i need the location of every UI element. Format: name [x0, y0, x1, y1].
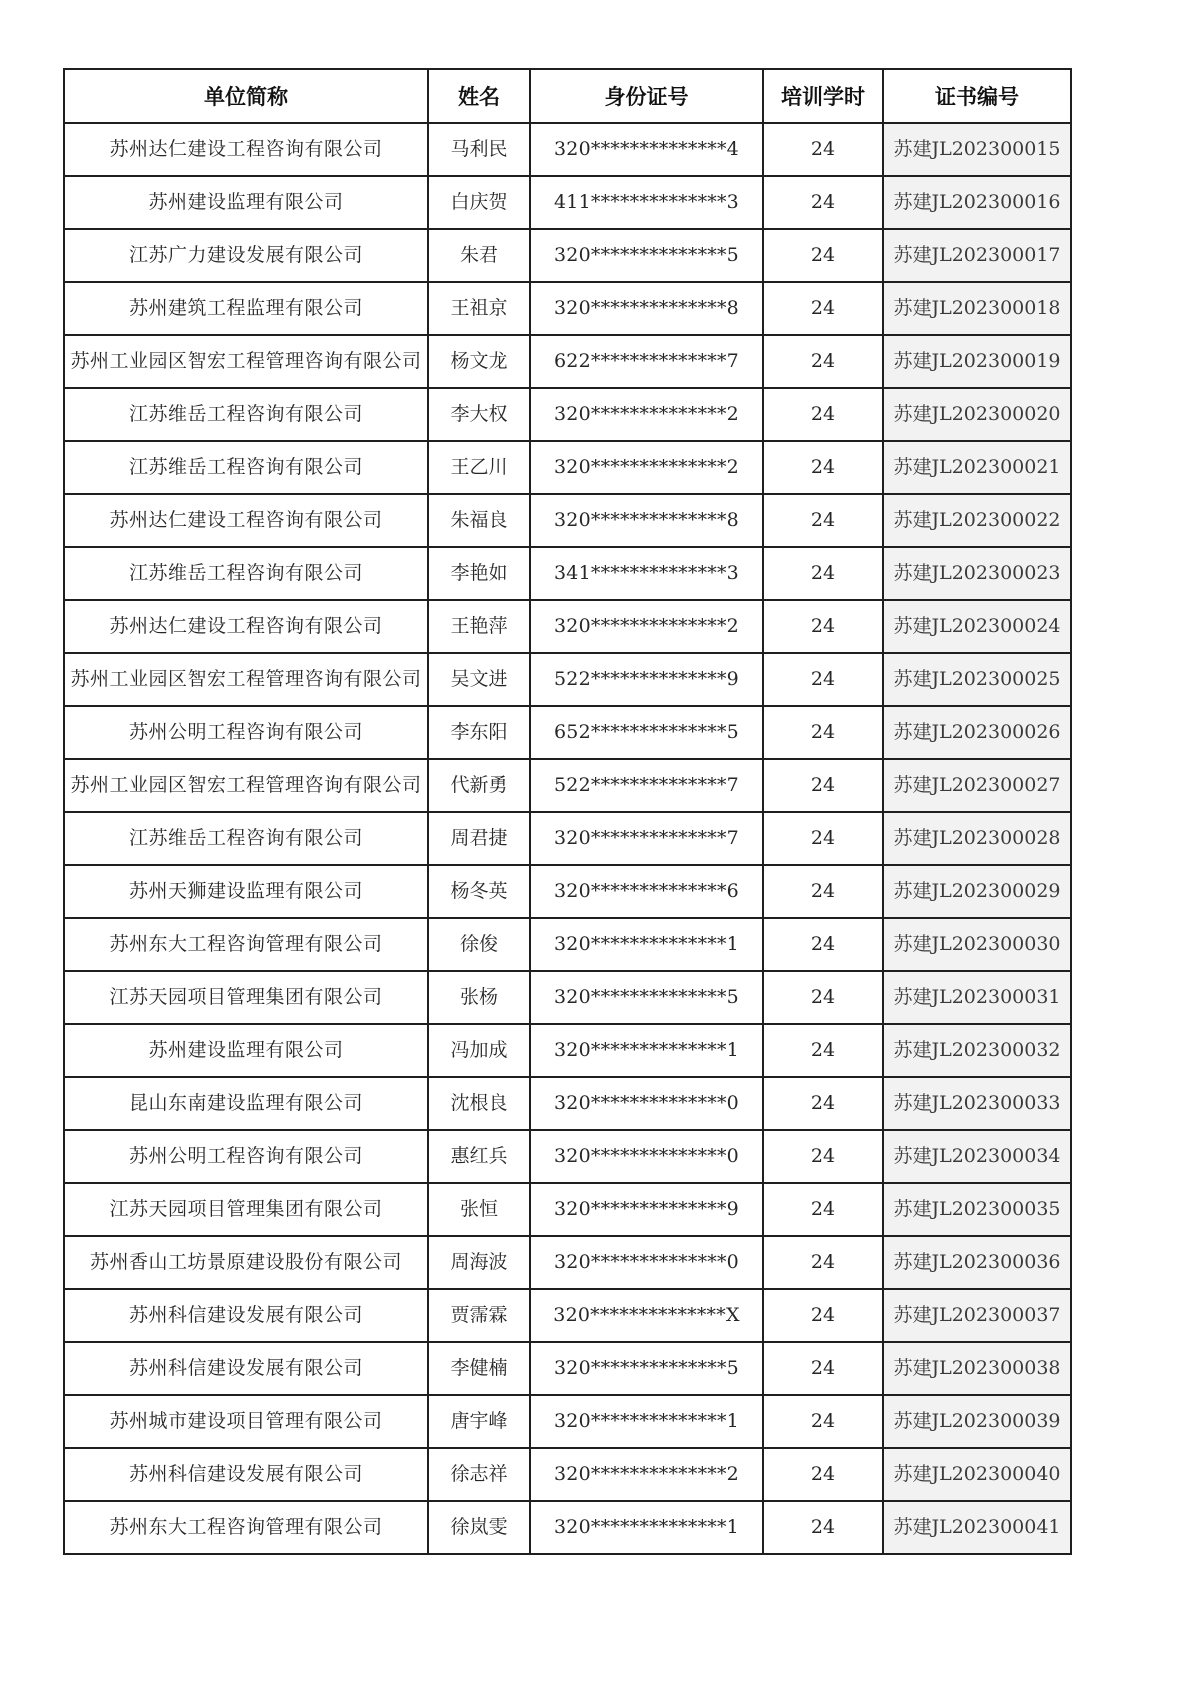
- cell-name: 李艳如: [428, 547, 530, 600]
- cell-name: 李健楠: [428, 1342, 530, 1395]
- cell-training-hours: 24: [763, 1183, 883, 1236]
- cell-name: 杨文龙: [428, 335, 530, 388]
- cell-id-number: 320**************8: [530, 494, 763, 547]
- cell-id-number: 320**************0: [530, 1236, 763, 1289]
- cell-training-hours: 24: [763, 123, 883, 176]
- header-row: [64, 69, 1071, 123]
- cell-unit: 苏州科信建设发展有限公司: [64, 1342, 428, 1395]
- cell-id-number: 320**************1: [530, 918, 763, 971]
- cell-name: 周海波: [428, 1236, 530, 1289]
- cell-id-number: 320**************2: [530, 441, 763, 494]
- cell-certificate-number: 苏建JL202300037: [883, 1289, 1071, 1342]
- table-row: [64, 547, 1071, 600]
- cell-certificate-number: 苏建JL202300030: [883, 918, 1071, 971]
- cell-name: 王乙川: [428, 441, 530, 494]
- cell-unit: 苏州达仁建设工程咨询有限公司: [64, 600, 428, 653]
- cell-certificate-number: 苏建JL202300036: [883, 1236, 1071, 1289]
- cell-id-number: 320**************5: [530, 1342, 763, 1395]
- cell-training-hours: 24: [763, 1236, 883, 1289]
- table-row: [64, 812, 1071, 865]
- cell-training-hours: 24: [763, 1024, 883, 1077]
- cell-id-number: 320**************1: [530, 1395, 763, 1448]
- cell-unit: 苏州东大工程咨询管理有限公司: [64, 918, 428, 971]
- cell-certificate-number: 苏建JL202300019: [883, 335, 1071, 388]
- cell-name: 马利民: [428, 123, 530, 176]
- table-row: [64, 653, 1071, 706]
- cell-unit: 苏州天狮建设监理有限公司: [64, 865, 428, 918]
- cell-name: 沈根良: [428, 1077, 530, 1130]
- cell-unit: 苏州科信建设发展有限公司: [64, 1289, 428, 1342]
- table-row: [64, 918, 1071, 971]
- cell-certificate-number: 苏建JL202300029: [883, 865, 1071, 918]
- cell-training-hours: 24: [763, 547, 883, 600]
- header-training-hours: 培训学时: [763, 69, 883, 123]
- table-row: [64, 1024, 1071, 1077]
- table-row: [64, 971, 1071, 1024]
- cell-unit: 江苏天园项目管理集团有限公司: [64, 971, 428, 1024]
- cell-id-number: 320**************5: [530, 229, 763, 282]
- cell-id-number: 652**************5: [530, 706, 763, 759]
- header-unit: 单位简称: [64, 69, 428, 123]
- table-row: [64, 865, 1071, 918]
- cell-certificate-number: 苏建JL202300041: [883, 1501, 1071, 1554]
- cell-certificate-number: 苏建JL202300032: [883, 1024, 1071, 1077]
- cell-certificate-number: 苏建JL202300027: [883, 759, 1071, 812]
- cell-training-hours: 24: [763, 706, 883, 759]
- cell-certificate-number: 苏建JL202300040: [883, 1448, 1071, 1501]
- cell-unit: 苏州建设监理有限公司: [64, 176, 428, 229]
- cell-id-number: 522**************7: [530, 759, 763, 812]
- cell-unit: 苏州建设监理有限公司: [64, 1024, 428, 1077]
- cell-name: 李东阳: [428, 706, 530, 759]
- cell-unit: 苏州工业园区智宏工程管理咨询有限公司: [64, 335, 428, 388]
- table-row: [64, 1395, 1071, 1448]
- cell-certificate-number: 苏建JL202300017: [883, 229, 1071, 282]
- cell-name: 张杨: [428, 971, 530, 1024]
- table-row: [64, 1077, 1071, 1130]
- cell-id-number: 341**************3: [530, 547, 763, 600]
- cell-name: 李大权: [428, 388, 530, 441]
- cell-name: 惠红兵: [428, 1130, 530, 1183]
- cell-unit: 江苏天园项目管理集团有限公司: [64, 1183, 428, 1236]
- header-certificate-number: 证书编号: [883, 69, 1071, 123]
- table-row: [64, 229, 1071, 282]
- cell-name: 唐宇峰: [428, 1395, 530, 1448]
- cell-training-hours: 24: [763, 971, 883, 1024]
- table-row: [64, 1130, 1071, 1183]
- cell-certificate-number: 苏建JL202300021: [883, 441, 1071, 494]
- cell-name: 周君捷: [428, 812, 530, 865]
- cell-id-number: 320**************2: [530, 600, 763, 653]
- cell-certificate-number: 苏建JL202300028: [883, 812, 1071, 865]
- header-name: 姓名: [428, 69, 530, 123]
- cell-unit: 昆山东南建设监理有限公司: [64, 1077, 428, 1130]
- table-row: [64, 335, 1071, 388]
- cell-name: 朱君: [428, 229, 530, 282]
- table-row: [64, 1183, 1071, 1236]
- cell-unit: 苏州建筑工程监理有限公司: [64, 282, 428, 335]
- table-row: [64, 494, 1071, 547]
- cell-training-hours: 24: [763, 1395, 883, 1448]
- cell-id-number: 320**************8: [530, 282, 763, 335]
- table-body: [64, 123, 1071, 1554]
- cell-unit: 江苏广力建设发展有限公司: [64, 229, 428, 282]
- cell-certificate-number: 苏建JL202300033: [883, 1077, 1071, 1130]
- cell-id-number: 522**************9: [530, 653, 763, 706]
- cell-unit: 江苏维岳工程咨询有限公司: [64, 441, 428, 494]
- cell-unit: 苏州达仁建设工程咨询有限公司: [64, 123, 428, 176]
- cell-training-hours: 24: [763, 600, 883, 653]
- cell-name: 张恒: [428, 1183, 530, 1236]
- cell-training-hours: 24: [763, 388, 883, 441]
- cell-id-number: 411**************3: [530, 176, 763, 229]
- cell-name: 杨冬英: [428, 865, 530, 918]
- cell-unit: 苏州科信建设发展有限公司: [64, 1448, 428, 1501]
- cell-certificate-number: 苏建JL202300016: [883, 176, 1071, 229]
- cell-training-hours: 24: [763, 282, 883, 335]
- table-row: [64, 123, 1071, 176]
- cell-training-hours: 24: [763, 653, 883, 706]
- cell-id-number: 320**************4: [530, 123, 763, 176]
- header-id-number: 身份证号: [530, 69, 763, 123]
- cell-training-hours: 24: [763, 1448, 883, 1501]
- table-header: [64, 69, 1071, 123]
- cell-unit: 江苏维岳工程咨询有限公司: [64, 388, 428, 441]
- cell-unit: 江苏维岳工程咨询有限公司: [64, 547, 428, 600]
- table-row: [64, 1501, 1071, 1554]
- cell-name: 王祖京: [428, 282, 530, 335]
- cell-training-hours: 24: [763, 229, 883, 282]
- cell-unit: 苏州工业园区智宏工程管理咨询有限公司: [64, 759, 428, 812]
- cell-certificate-number: 苏建JL202300039: [883, 1395, 1071, 1448]
- cell-id-number: 320**************6: [530, 865, 763, 918]
- cell-id-number: 320**************0: [530, 1077, 763, 1130]
- cell-id-number: 320**************X: [530, 1289, 763, 1342]
- cell-name: 贾霈霖: [428, 1289, 530, 1342]
- cell-unit: 苏州公明工程咨询有限公司: [64, 706, 428, 759]
- table-row: [64, 759, 1071, 812]
- cell-certificate-number: 苏建JL202300038: [883, 1342, 1071, 1395]
- cell-training-hours: 24: [763, 1501, 883, 1554]
- cell-certificate-number: 苏建JL202300031: [883, 971, 1071, 1024]
- table-row: [64, 1448, 1071, 1501]
- cell-name: 徐志祥: [428, 1448, 530, 1501]
- cell-name: 徐岚雯: [428, 1501, 530, 1554]
- cell-id-number: 320**************1: [530, 1501, 763, 1554]
- cell-id-number: 320**************2: [530, 388, 763, 441]
- table-row: [64, 600, 1071, 653]
- cell-id-number: 622**************7: [530, 335, 763, 388]
- cell-training-hours: 24: [763, 1289, 883, 1342]
- cell-training-hours: 24: [763, 1077, 883, 1130]
- table-row: [64, 1289, 1071, 1342]
- cell-id-number: 320**************9: [530, 1183, 763, 1236]
- cell-name: 朱福良: [428, 494, 530, 547]
- cell-training-hours: 24: [763, 1342, 883, 1395]
- cell-unit: 苏州城市建设项目管理有限公司: [64, 1395, 428, 1448]
- cell-training-hours: 24: [763, 441, 883, 494]
- table-row: [64, 282, 1071, 335]
- cell-name: 吴文进: [428, 653, 530, 706]
- cell-training-hours: 24: [763, 335, 883, 388]
- cell-id-number: 320**************2: [530, 1448, 763, 1501]
- cell-unit: 苏州香山工坊景原建设股份有限公司: [64, 1236, 428, 1289]
- cell-unit: 苏州东大工程咨询管理有限公司: [64, 1501, 428, 1554]
- cell-id-number: 320**************7: [530, 812, 763, 865]
- cell-id-number: 320**************5: [530, 971, 763, 1024]
- cell-unit: 江苏维岳工程咨询有限公司: [64, 812, 428, 865]
- cell-certificate-number: 苏建JL202300020: [883, 388, 1071, 441]
- table-row: [64, 388, 1071, 441]
- cell-certificate-number: 苏建JL202300022: [883, 494, 1071, 547]
- cell-id-number: 320**************1: [530, 1024, 763, 1077]
- cell-name: 徐俊: [428, 918, 530, 971]
- cell-name: 冯加成: [428, 1024, 530, 1077]
- cell-name: 代新勇: [428, 759, 530, 812]
- cell-id-number: 320**************0: [530, 1130, 763, 1183]
- cell-name: 王艳萍: [428, 600, 530, 653]
- cell-training-hours: 24: [763, 494, 883, 547]
- cell-unit: 苏州公明工程咨询有限公司: [64, 1130, 428, 1183]
- cell-unit: 苏州工业园区智宏工程管理咨询有限公司: [64, 653, 428, 706]
- cell-certificate-number: 苏建JL202300026: [883, 706, 1071, 759]
- certificate-table: [63, 68, 1072, 1555]
- cell-certificate-number: 苏建JL202300015: [883, 123, 1071, 176]
- cell-training-hours: 24: [763, 759, 883, 812]
- cell-name: 白庆贺: [428, 176, 530, 229]
- table-row: [64, 176, 1071, 229]
- cell-training-hours: 24: [763, 176, 883, 229]
- cell-certificate-number: 苏建JL202300034: [883, 1130, 1071, 1183]
- cell-training-hours: 24: [763, 812, 883, 865]
- table-row: [64, 706, 1071, 759]
- cell-certificate-number: 苏建JL202300023: [883, 547, 1071, 600]
- cell-unit: 苏州达仁建设工程咨询有限公司: [64, 494, 428, 547]
- cell-certificate-number: 苏建JL202300035: [883, 1183, 1071, 1236]
- table-row: [64, 1236, 1071, 1289]
- cell-certificate-number: 苏建JL202300025: [883, 653, 1071, 706]
- cell-training-hours: 24: [763, 1130, 883, 1183]
- cell-certificate-number: 苏建JL202300024: [883, 600, 1071, 653]
- cell-certificate-number: 苏建JL202300018: [883, 282, 1071, 335]
- cell-training-hours: 24: [763, 918, 883, 971]
- table-row: [64, 441, 1071, 494]
- cell-training-hours: 24: [763, 865, 883, 918]
- table-row: [64, 1342, 1071, 1395]
